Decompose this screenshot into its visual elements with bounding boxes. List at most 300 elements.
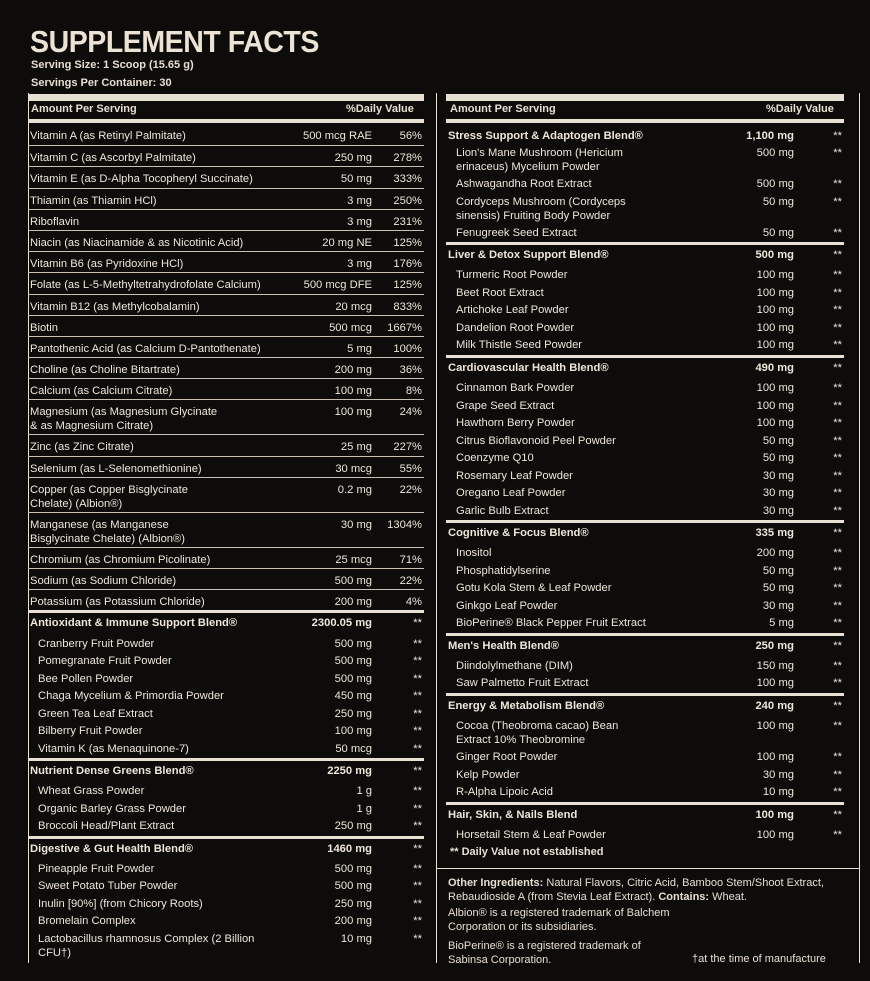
daily-value: ** bbox=[413, 707, 422, 720]
amount-value: 500 mg bbox=[334, 637, 372, 650]
amount-value: 30 mg bbox=[340, 518, 372, 531]
blend-ingredient-row bbox=[28, 783, 424, 801]
blend-ingredient-row bbox=[28, 801, 424, 819]
nutrient-row bbox=[28, 272, 424, 293]
nutrient-row bbox=[28, 336, 424, 357]
amount-value: 335 mg bbox=[755, 527, 794, 540]
ingredient-name: Citrus Bioflavonoid Peel Powder bbox=[456, 434, 616, 447]
ingredient-name: Chaga Mycelium & Primordia Powder bbox=[38, 690, 224, 703]
amount-value: 25 mg bbox=[340, 441, 372, 454]
right-dv-header: %Daily Value bbox=[766, 103, 834, 115]
amount-value: 100 mg bbox=[756, 399, 794, 412]
daily-value: ** bbox=[833, 659, 842, 672]
daily-value: ** bbox=[833, 768, 842, 781]
page-title: SUPPLEMENT FACTS bbox=[30, 24, 319, 59]
daily-value: ** bbox=[833, 178, 842, 191]
daily-value: ** bbox=[833, 286, 842, 299]
blend-ingredient-row bbox=[28, 723, 424, 741]
amount-value: 3 mg bbox=[347, 258, 372, 271]
ingredient-name: Choline (as Choline Bitartrate) bbox=[30, 364, 180, 377]
blend-ingredient-row bbox=[28, 818, 424, 836]
ingredient-name: Folate (as L-5-Methyltetrahydrofolate Calcium) bbox=[30, 279, 261, 292]
daily-value: ** bbox=[833, 582, 842, 595]
daily-value: ** bbox=[833, 399, 842, 412]
daily-value: ** bbox=[833, 226, 842, 239]
nutrient-row bbox=[28, 209, 424, 230]
nutrient-row bbox=[28, 188, 424, 209]
amount-value: 5 mg bbox=[347, 342, 372, 355]
blend-ingredient-row bbox=[446, 194, 844, 225]
blend-ingredient-row bbox=[446, 468, 844, 486]
daily-value: ** bbox=[413, 802, 422, 815]
servings-per-container: Servings Per Container: 30 bbox=[31, 77, 172, 89]
left-dv-header: %Daily Value bbox=[346, 103, 414, 115]
ingredient-name: Vitamin E (as D-Alpha Tocopheryl Succinate) bbox=[30, 173, 253, 186]
daily-value: ** bbox=[413, 842, 422, 855]
daily-value: ** bbox=[833, 527, 842, 540]
amount-value: 100 mg bbox=[756, 720, 794, 733]
ingredient-name: Sweet Potato Tuber Powder bbox=[38, 880, 178, 893]
ingredient-name: Green Tea Leaf Extract bbox=[38, 707, 153, 720]
amount-value: 100 mg bbox=[334, 725, 372, 738]
ingredient-name: Pomegranate Fruit Powder bbox=[38, 655, 172, 668]
blend-ingredient-row bbox=[28, 861, 424, 879]
daily-value: 333% bbox=[393, 173, 422, 186]
blend-ingredient-row bbox=[446, 225, 844, 243]
bioperine-trademark-note: BioPerine® is a registered trademark of Sabinsa Corporation. bbox=[448, 940, 641, 966]
ingredient-name: Manganese (as Manganese Bisglycinate Chelate) (Albion®) bbox=[30, 518, 185, 545]
amount-value: 0.2 mg bbox=[337, 483, 372, 496]
ingredient-name: Milk Thistle Seed Powder bbox=[456, 339, 583, 352]
amount-value: 100 mg bbox=[756, 828, 794, 841]
blend-ingredient-row bbox=[446, 450, 844, 468]
right-header-bar bbox=[446, 94, 844, 101]
amount-value: 1,100 mg bbox=[746, 130, 794, 142]
daily-value: 1304% bbox=[387, 518, 422, 531]
daily-value: 8% bbox=[405, 385, 422, 398]
blend-ingredient-row bbox=[28, 931, 424, 959]
nutrient-row bbox=[28, 124, 424, 145]
daily-value: ** bbox=[833, 720, 842, 733]
daily-value: ** bbox=[833, 751, 842, 764]
amount-value: 100 mg bbox=[756, 339, 794, 352]
blend-ingredient-row bbox=[446, 598, 844, 616]
daily-value: 833% bbox=[393, 300, 422, 313]
amount-value: 100 mg bbox=[756, 382, 794, 395]
amount-value: 50 mg bbox=[340, 173, 372, 186]
amount-value: 30 mcg bbox=[335, 462, 372, 475]
daily-value: ** bbox=[413, 932, 422, 945]
nutrient-row bbox=[28, 456, 424, 477]
ingredient-name: Potassium (as Potassium Chloride) bbox=[30, 596, 205, 609]
blend-ingredient-row bbox=[446, 398, 844, 416]
contains-text: Wheat. bbox=[712, 891, 747, 903]
daily-value: ** bbox=[833, 808, 842, 821]
amount-value: 100 mg bbox=[756, 321, 794, 334]
ingredient-name: Wheat Grass Powder bbox=[38, 785, 145, 798]
daily-value: 227% bbox=[393, 441, 422, 454]
blend-row bbox=[446, 633, 844, 658]
ingredient-name: Cinnamon Bark Powder bbox=[456, 382, 575, 395]
amount-value: 450 mg bbox=[334, 690, 372, 703]
contains-label: Contains: bbox=[658, 891, 710, 903]
nutrient-row bbox=[28, 434, 424, 455]
daily-value: ** bbox=[413, 915, 422, 928]
right-nutrient-table bbox=[446, 124, 844, 844]
amount-value: 500 mcg bbox=[329, 321, 372, 334]
blend-ingredient-row bbox=[28, 706, 424, 724]
ingredient-name: Stress Support & Adaptogen Blend® bbox=[448, 130, 643, 142]
ingredient-name: Ashwagandha Root Extract bbox=[456, 178, 592, 191]
ingredient-name: Beet Root Extract bbox=[456, 286, 544, 299]
daily-value: ** bbox=[413, 862, 422, 875]
blend-ingredient-row bbox=[446, 485, 844, 503]
ingredient-name: Turmeric Root Powder bbox=[456, 269, 568, 282]
ingredient-name: Broccoli Head/Plant Extract bbox=[38, 820, 175, 833]
daily-value: ** bbox=[413, 690, 422, 703]
amount-value: 2250 mg bbox=[327, 765, 372, 778]
blend-ingredient-row bbox=[446, 337, 844, 355]
dv-footnote: ** Daily Value not established bbox=[450, 846, 604, 858]
amount-value: 100 mg bbox=[756, 751, 794, 764]
amount-value: 50 mg bbox=[762, 434, 794, 447]
daily-value: ** bbox=[833, 617, 842, 630]
amount-value: 200 mg bbox=[334, 596, 372, 609]
daily-value: ** bbox=[833, 504, 842, 517]
amount-value: 100 mg bbox=[756, 304, 794, 317]
blend-row bbox=[446, 355, 844, 380]
amount-value: 50 mg bbox=[762, 195, 794, 208]
ingredient-name: Bee Pollen Powder bbox=[38, 672, 134, 685]
ingredient-name: Horsetail Stem & Leaf Powder bbox=[456, 828, 606, 841]
ingredient-name: Inositol bbox=[456, 547, 492, 560]
blend-row bbox=[446, 693, 844, 718]
nutrient-row bbox=[28, 230, 424, 251]
ingredient-name: Diindolylmethane (DIM) bbox=[456, 659, 573, 672]
blend-ingredient-row bbox=[446, 267, 844, 285]
blend-row bbox=[28, 758, 424, 783]
ingredient-name: Grape Seed Extract bbox=[456, 399, 555, 412]
amount-value: 50 mg bbox=[762, 452, 794, 465]
ingredient-name: Cranberry Fruit Powder bbox=[38, 637, 155, 650]
daily-value: 100% bbox=[393, 342, 422, 355]
ingredient-name: Cognitive & Focus Blend® bbox=[448, 527, 589, 540]
blend-ingredient-row bbox=[28, 636, 424, 654]
nutrient-row bbox=[28, 145, 424, 166]
amount-value: 250 mg bbox=[334, 707, 372, 720]
amount-value: 200 mg bbox=[334, 364, 372, 377]
ingredient-name: Oregano Leaf Powder bbox=[456, 487, 566, 500]
nutrient-row bbox=[28, 512, 424, 547]
daily-value: ** bbox=[833, 639, 842, 652]
daily-value: 231% bbox=[393, 215, 422, 228]
ingredient-name: Hawthorn Berry Powder bbox=[456, 417, 575, 430]
ingredient-name: Saw Palmetto Fruit Extract bbox=[456, 677, 589, 690]
daily-value: 22% bbox=[399, 575, 422, 587]
blend-ingredient-row bbox=[446, 563, 844, 581]
daily-value: ** bbox=[833, 599, 842, 612]
amount-value: 30 mg bbox=[762, 469, 794, 482]
daily-value: 176% bbox=[393, 258, 422, 271]
blend-ingredient-row bbox=[446, 302, 844, 320]
blend-ingredient-row bbox=[446, 503, 844, 521]
amount-value: 20 mg NE bbox=[322, 236, 372, 249]
blend-ingredient-row bbox=[446, 320, 844, 338]
daily-value: ** bbox=[833, 130, 842, 142]
daily-value: 125% bbox=[393, 279, 422, 292]
amount-value: 250 mg bbox=[334, 152, 372, 165]
ingredient-name: Garlic Bulb Extract bbox=[456, 504, 549, 517]
ingredient-name: Vitamin B6 (as Pyridoxine HCl) bbox=[30, 258, 184, 271]
amount-value: 500 mg bbox=[334, 862, 372, 875]
ingredient-name: Kelp Powder bbox=[456, 768, 520, 781]
daily-value: ** bbox=[413, 617, 422, 630]
amount-value: 50 mg bbox=[762, 582, 794, 595]
daily-value: 1667% bbox=[387, 321, 422, 334]
daily-value: ** bbox=[833, 564, 842, 577]
ingredient-name: Fenugreek Seed Extract bbox=[456, 226, 577, 239]
amount-value: 50 mg bbox=[762, 564, 794, 577]
daily-value: 24% bbox=[399, 406, 422, 419]
amount-value: 5 mg bbox=[769, 617, 794, 630]
blend-ingredient-row bbox=[28, 896, 424, 914]
left-amount-header: Amount Per Serving bbox=[31, 103, 137, 115]
blend-ingredient-row bbox=[446, 145, 844, 176]
ingredient-name: Digestive & Gut Health Blend® bbox=[30, 842, 194, 855]
ingredient-name: BioPerine® Black Pepper Fruit Extract bbox=[456, 617, 646, 630]
amount-value: 250 mg bbox=[334, 820, 372, 833]
right-border bbox=[859, 93, 860, 963]
amount-value: 250 mg bbox=[334, 897, 372, 910]
daily-value: 250% bbox=[393, 194, 422, 207]
nutrient-row bbox=[28, 294, 424, 315]
dagger-footnote: †at the time of manufacture bbox=[692, 953, 826, 965]
ingredient-name: Zinc (as Zinc Citrate) bbox=[30, 441, 134, 454]
amount-value: 100 mg bbox=[755, 808, 794, 821]
blend-ingredient-row bbox=[28, 653, 424, 671]
footnote-divider bbox=[437, 868, 859, 869]
daily-value: ** bbox=[413, 785, 422, 798]
amount-value: 500 mcg RAE bbox=[302, 130, 372, 142]
daily-value: ** bbox=[833, 469, 842, 482]
ingredient-name: Ginger Root Powder bbox=[456, 751, 558, 764]
right-amount-header: Amount Per Serving bbox=[450, 103, 556, 115]
daily-value: ** bbox=[833, 452, 842, 465]
nutrient-row bbox=[28, 357, 424, 378]
daily-value: 278% bbox=[393, 152, 422, 165]
other-ingredients-text: Natural Flavors, Citric Acid, Bamboo Stem/Shoot Extract, Rebaudioside A (from Stevia Leaf Extract). bbox=[448, 877, 824, 903]
ingredient-name: Hair, Skin, & Nails Blend bbox=[448, 808, 578, 821]
ingredient-name: Lactobacillus rhamnosus Complex (2 Billion CFU†) bbox=[38, 932, 255, 959]
ingredient-name: Phosphatidylserine bbox=[456, 564, 551, 577]
albion-trademark-note: Albion® is a registered trademark of Balchem Corporation or its subsidiaries. bbox=[448, 907, 670, 933]
amount-value: 500 mg bbox=[756, 147, 794, 160]
blend-ingredient-row bbox=[446, 415, 844, 433]
ingredient-name: Selenium (as L-Selenomethionine) bbox=[30, 462, 202, 475]
amount-value: 1 g bbox=[356, 802, 372, 815]
ingredient-name: Magnesium (as Magnesium Glycinate & as Magnesium Citrate) bbox=[30, 406, 218, 433]
nutrient-row bbox=[28, 589, 424, 610]
daily-value: ** bbox=[413, 655, 422, 668]
ingredient-name: Cardiovascular Health Blend® bbox=[448, 361, 609, 374]
ingredient-name: Bilberry Fruit Powder bbox=[38, 725, 143, 738]
blend-ingredient-row bbox=[28, 878, 424, 896]
daily-value: ** bbox=[833, 321, 842, 334]
daily-value: ** bbox=[833, 269, 842, 282]
ingredient-name: Chromium (as Chromium Picolinate) bbox=[30, 553, 211, 566]
amount-value: 2300.05 mg bbox=[311, 617, 372, 630]
amount-value: 200 mg bbox=[334, 915, 372, 928]
ingredient-name: Nutrient Dense Greens Blend® bbox=[30, 765, 194, 778]
amount-value: 1460 mg bbox=[327, 842, 372, 855]
daily-value: ** bbox=[833, 434, 842, 447]
nutrient-row bbox=[28, 166, 424, 187]
amount-value: 50 mg bbox=[762, 226, 794, 239]
blend-row bbox=[446, 520, 844, 545]
amount-value: 500 mcg DFE bbox=[303, 279, 372, 292]
blend-ingredient-row bbox=[28, 913, 424, 931]
daily-value: ** bbox=[833, 699, 842, 712]
daily-value: ** bbox=[413, 880, 422, 893]
daily-value: 22% bbox=[399, 483, 422, 496]
ingredient-name: Organic Barley Grass Powder bbox=[38, 802, 186, 815]
blend-ingredient-row bbox=[446, 580, 844, 598]
amount-value: 250 mg bbox=[755, 639, 794, 652]
ingredient-name: Vitamin A (as Retinyl Palmitate) bbox=[30, 130, 186, 142]
amount-value: 100 mg bbox=[756, 286, 794, 299]
nutrient-row bbox=[28, 568, 424, 589]
daily-value: ** bbox=[833, 361, 842, 374]
blend-ingredient-row bbox=[446, 718, 844, 749]
amount-value: 3 mg bbox=[347, 194, 372, 207]
amount-value: 100 mg bbox=[756, 269, 794, 282]
ingredient-name: Ginkgo Leaf Powder bbox=[456, 599, 558, 612]
daily-value: ** bbox=[833, 487, 842, 500]
blend-ingredient-row bbox=[446, 827, 844, 845]
ingredient-name: Liver & Detox Support Blend® bbox=[448, 249, 609, 262]
amount-value: 1 g bbox=[356, 785, 372, 798]
amount-value: 500 mg bbox=[334, 655, 372, 668]
blend-ingredient-row bbox=[28, 671, 424, 689]
ingredient-name: Vitamin C (as Ascorbyl Palmitate) bbox=[30, 152, 196, 165]
amount-value: 100 mg bbox=[756, 417, 794, 430]
ingredient-name: Rosemary Leaf Powder bbox=[456, 469, 573, 482]
ingredient-name: Artichoke Leaf Powder bbox=[456, 304, 569, 317]
ingredient-name: Biotin bbox=[30, 321, 58, 334]
amount-value: 100 mg bbox=[334, 406, 372, 419]
left-nutrient-table bbox=[28, 124, 424, 959]
nutrient-row bbox=[28, 378, 424, 399]
amount-value: 150 mg bbox=[756, 659, 794, 672]
ingredient-name: Cordyceps Mushroom (Cordyceps sinensis) Fruiting Body Powder bbox=[456, 195, 626, 222]
other-ingredients bbox=[448, 876, 858, 904]
ingredient-name: Pantothenic Acid (as Calcium D-Pantothenate) bbox=[30, 342, 261, 355]
daily-value: ** bbox=[833, 547, 842, 560]
blend-ingredient-row bbox=[28, 688, 424, 706]
daily-value: ** bbox=[833, 249, 842, 262]
blend-ingredient-row bbox=[446, 767, 844, 785]
amount-value: 500 mg bbox=[756, 178, 794, 191]
ingredient-name: R-Alpha Lipoic Acid bbox=[456, 786, 554, 799]
amount-value: 490 mg bbox=[755, 361, 794, 374]
blend-ingredient-row bbox=[446, 285, 844, 303]
nutrient-row bbox=[28, 477, 424, 512]
blend-row bbox=[446, 124, 844, 145]
ingredient-name: Energy & Metabolism Blend® bbox=[448, 699, 605, 712]
blend-row bbox=[28, 610, 424, 635]
daily-value: ** bbox=[833, 786, 842, 799]
ingredient-name: Cocoa (Theobroma cacao) Bean Extract 10% Theobromine bbox=[456, 720, 619, 747]
ingredient-name: Pineapple Fruit Powder bbox=[38, 862, 155, 875]
right-subheader-bar bbox=[446, 119, 844, 123]
ingredient-name: Bromelain Complex bbox=[38, 915, 136, 928]
nutrient-row bbox=[28, 547, 424, 568]
amount-value: 100 mg bbox=[334, 385, 372, 398]
amount-value: 240 mg bbox=[755, 699, 794, 712]
daily-value: ** bbox=[413, 820, 422, 833]
amount-value: 200 mg bbox=[756, 547, 794, 560]
amount-value: 500 mg bbox=[334, 575, 372, 587]
daily-value: ** bbox=[413, 725, 422, 738]
blend-ingredient-row bbox=[446, 749, 844, 767]
nutrient-row bbox=[28, 251, 424, 272]
amount-value: 30 mg bbox=[762, 599, 794, 612]
ingredient-name: Inulin [90%] (from Chicory Roots) bbox=[38, 897, 203, 910]
nutrient-row bbox=[28, 399, 424, 434]
daily-value: ** bbox=[413, 742, 422, 755]
daily-value: ** bbox=[413, 897, 422, 910]
daily-value: 36% bbox=[399, 364, 422, 377]
amount-value: 500 mg bbox=[334, 880, 372, 893]
daily-value: ** bbox=[833, 195, 842, 208]
ingredient-name: Vitamin K (as Menaquinone-7) bbox=[38, 742, 189, 755]
blend-ingredient-row bbox=[446, 658, 844, 676]
ingredient-name: Gotu Kola Stem & Leaf Powder bbox=[456, 582, 612, 595]
daily-value: ** bbox=[833, 339, 842, 352]
amount-value: 25 mcg bbox=[335, 553, 372, 566]
ingredient-name: Riboflavin bbox=[30, 215, 80, 228]
other-ingredients-label: Other Ingredients: bbox=[448, 877, 544, 889]
blend-ingredient-row bbox=[446, 615, 844, 633]
daily-value: ** bbox=[833, 382, 842, 395]
amount-value: 30 mg bbox=[762, 504, 794, 517]
blend-ingredient-row bbox=[446, 433, 844, 451]
blend-ingredient-row bbox=[446, 784, 844, 802]
daily-value: ** bbox=[413, 637, 422, 650]
ingredient-name: Niacin (as Niacinamide & as Nicotinic Acid) bbox=[30, 236, 244, 249]
daily-value: ** bbox=[413, 672, 422, 685]
daily-value: ** bbox=[413, 765, 422, 778]
left-subheader-bar bbox=[28, 119, 424, 123]
daily-value: ** bbox=[833, 828, 842, 841]
ingredient-name: Thiamin (as Thiamin HCl) bbox=[30, 194, 157, 207]
amount-value: 500 mg bbox=[334, 672, 372, 685]
daily-value: 56% bbox=[399, 130, 422, 142]
nutrient-row bbox=[28, 315, 424, 336]
ingredient-name: Coenzyme Q10 bbox=[456, 452, 534, 465]
amount-value: 10 mg bbox=[762, 786, 794, 799]
center-divider bbox=[436, 93, 437, 963]
amount-value: 100 mg bbox=[756, 677, 794, 690]
daily-value: ** bbox=[833, 304, 842, 317]
blend-ingredient-row bbox=[446, 675, 844, 693]
daily-value: ** bbox=[833, 677, 842, 690]
blend-row bbox=[446, 802, 844, 827]
daily-value: 125% bbox=[393, 236, 422, 249]
daily-value: ** bbox=[833, 417, 842, 430]
daily-value: 4% bbox=[405, 596, 422, 609]
serving-size: Serving Size: 1 Scoop (15.65 g) bbox=[31, 59, 194, 71]
